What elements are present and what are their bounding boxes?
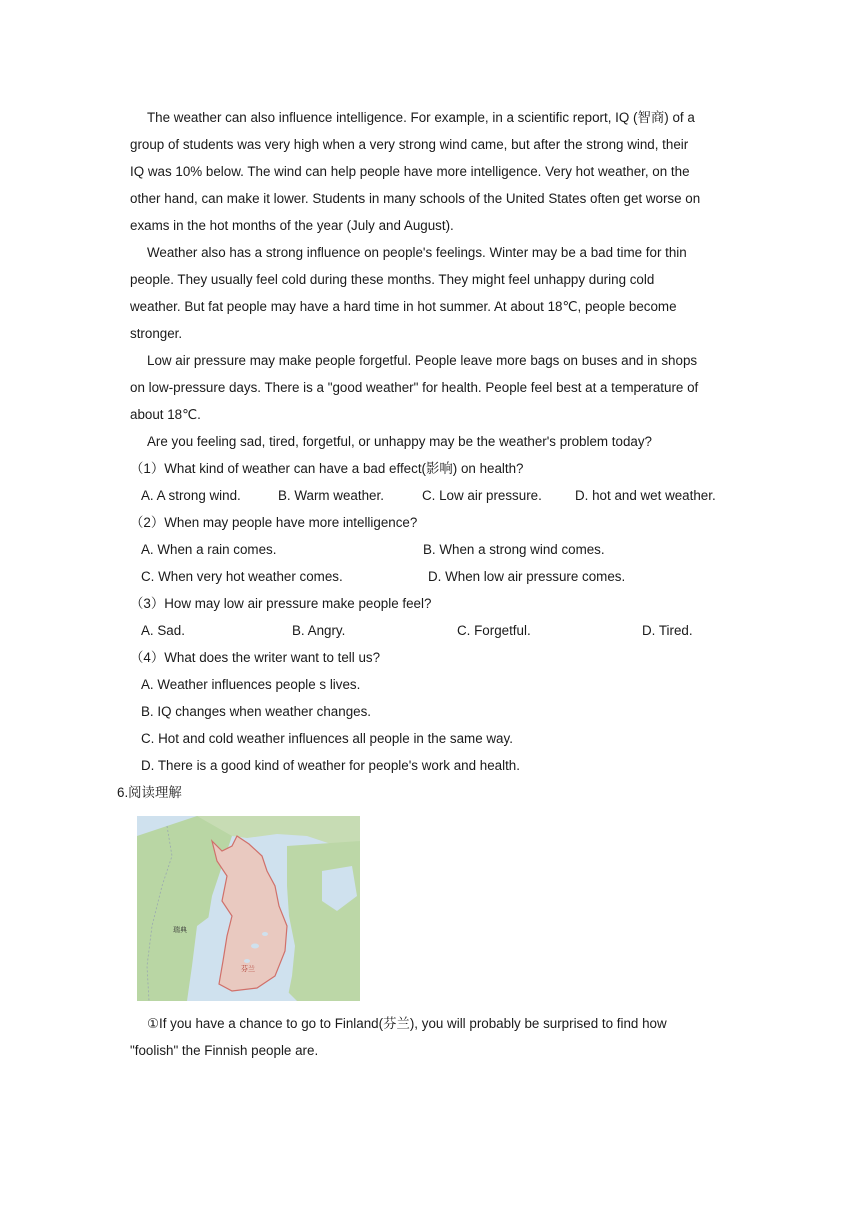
option-c[interactable]: C. Low air pressure.	[422, 488, 542, 503]
option-c[interactable]: C. When very hot weather comes.	[141, 569, 343, 584]
paragraph-line: exams in the hot months of the year (July and August).	[130, 218, 454, 233]
option-d[interactable]: D. There is a good kind of weather for people's work and health.	[141, 758, 520, 773]
question-options-3	[130, 617, 730, 644]
paragraph-line: on low-pressure days. There is a "good weather" for health. People feel best at a temperature of	[130, 380, 699, 395]
paragraph-line: ①If you have a chance to go to Finland(芬兰), you will probably be surprised to find how	[147, 1016, 667, 1031]
paragraph-line: "foolish" the Finnish people are.	[130, 1043, 319, 1058]
question-options-2b	[130, 563, 730, 590]
option-a[interactable]: A. Weather influences people s lives.	[141, 677, 361, 692]
option-c[interactable]: C. Forgetful.	[457, 623, 531, 638]
paragraph-line: other hand, can make it lower. Students in many schools of the United States often get worse on	[130, 191, 701, 206]
option-b[interactable]: B. Warm weather.	[278, 488, 384, 503]
option-a[interactable]: A. A strong wind.	[141, 488, 241, 503]
option-c[interactable]: C. Hot and cold weather influences all people in the same way.	[141, 731, 513, 746]
option-b[interactable]: B. Angry.	[292, 623, 346, 638]
question-options-1	[130, 482, 730, 509]
finland-label: 芬兰	[241, 965, 255, 973]
option-d[interactable]: D. hot and wet weather.	[575, 488, 716, 503]
section-heading: 6.阅读理解	[117, 785, 182, 800]
option-a[interactable]: A. When a rain comes.	[141, 542, 277, 557]
sweden-label: 瑞典	[173, 926, 187, 934]
option-b[interactable]: B. IQ changes when weather changes.	[141, 704, 372, 719]
finland-map-image	[137, 816, 360, 1001]
paragraph-line: weather. But fat people may have a hard time in hot summer. At about 18℃, people become	[130, 299, 677, 314]
map-graphic	[137, 816, 360, 1001]
option-d[interactable]: D. When low air pressure comes.	[428, 569, 626, 584]
paragraph-line: Low air pressure may make people forgetful. People leave more bags on buses and in shops	[147, 353, 698, 368]
option-a[interactable]: A. Sad.	[141, 623, 185, 638]
question-stem-4: （4）What does the writer want to tell us?	[130, 650, 381, 665]
paragraph-line: stronger.	[130, 326, 183, 341]
question-stem-3: （3）How may low air pressure make people feel?	[130, 596, 432, 611]
paragraph-line: group of students was very high when a very strong wind came, but after the strong wind, their	[130, 137, 689, 152]
paragraph-line: The weather can also influence intelligence. For example, in a scientific report, IQ (智商) of a	[147, 110, 695, 125]
paragraph-line: Weather also has a strong influence on people's feelings. Winter may be a bad time for thin	[147, 245, 687, 260]
paragraph-line: people. They usually feel cold during these months. They might feel unhappy during cold	[130, 272, 655, 287]
option-d[interactable]: D. Tired.	[642, 623, 693, 638]
option-b[interactable]: B. When a strong wind comes.	[423, 542, 605, 557]
paragraph-line: about 18℃.	[130, 407, 201, 422]
paragraph-line: Are you feeling sad, tired, forgetful, or unhappy may be the weather's problem today?	[147, 434, 652, 449]
paragraph-line: IQ was 10% below. The wind can help people have more intelligence. Very hot weather, on the	[130, 164, 690, 179]
question-options-2	[130, 536, 730, 563]
question-stem-1: （1）What kind of weather can have a bad effect(影响) on health?	[130, 461, 524, 476]
question-stem-2: （2）When may people have more intelligence?	[130, 515, 418, 530]
